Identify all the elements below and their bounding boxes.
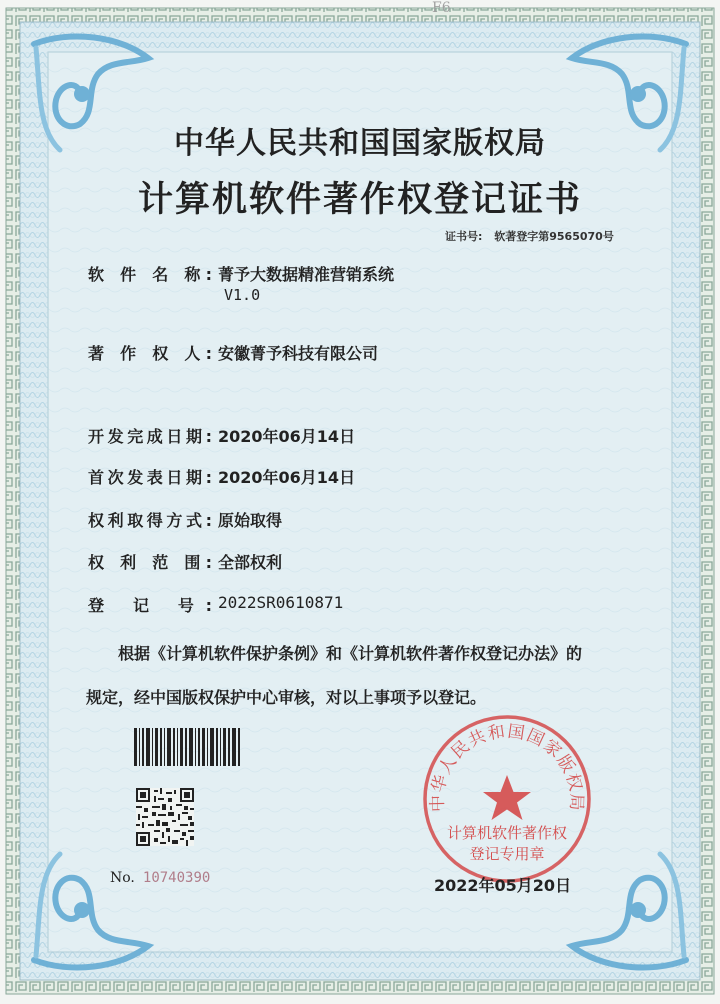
field-value: 安徽菁予科技有限公司 (218, 344, 379, 363)
field-first-publish-date (88, 465, 355, 488)
field-software-name (88, 262, 394, 304)
serial-value: 10740390 (142, 870, 211, 886)
field-label: 著 作 权 人: (88, 344, 212, 363)
field-registration-no (88, 593, 343, 616)
handwritten-mark: F6 (432, 0, 451, 16)
field-value: 菁予大数据精准营销系统 (218, 265, 395, 284)
issuer-title: 中华人民共和国国家版权局 (174, 126, 546, 161)
seal-line-1: 计算机软件著作权 (446, 824, 567, 842)
serial-label: No. (110, 870, 135, 886)
seal-line-2: 登记专用章 (469, 845, 545, 863)
field-value: 2022SR0610871 (218, 593, 344, 612)
seal-ring-text: 中华人民共和国国家版权局 (427, 721, 587, 813)
field-value: 2020年06月14日 (218, 427, 356, 446)
seal-star-icon (483, 775, 531, 820)
field-dev-completion-date (88, 424, 355, 447)
field-label: 登 记 号: (88, 596, 212, 615)
field-label: 开发完成日期: (88, 427, 212, 446)
certificate-number-label: 证书号: (445, 230, 483, 243)
certificate-number (445, 228, 614, 244)
certificate-number-value: 软著登字第9565070号 (494, 230, 614, 243)
field-value: 2020年06月14日 (218, 468, 356, 487)
certificate-title: 计算机软件著作权登记证书 (137, 179, 582, 220)
qr-code (136, 788, 194, 846)
field-label: 首次发表日期: (88, 468, 212, 487)
body-text-line-2: 规定，经中国版权保护中心审核，对以上事项予以登记。 (86, 688, 487, 707)
field-value: 原始取得 (218, 511, 283, 530)
field-acquisition-method (88, 508, 282, 531)
barcode (134, 728, 242, 766)
serial-number (110, 870, 210, 886)
issue-date: 2022年05月20日 (434, 876, 572, 895)
field-copyright-owner (88, 341, 378, 364)
field-rights-scope (88, 550, 282, 573)
field-value-version: V1.0 (224, 286, 261, 304)
body-text-line-1: 根据《计算机软件保护条例》和《计算机软件著作权登记办法》的 (118, 644, 583, 663)
field-value: 全部权利 (218, 553, 283, 572)
field-label: 软 件 名 称: (88, 265, 212, 284)
field-label: 权利取得方式: (88, 511, 212, 530)
field-label: 权 利 范 围: (88, 553, 212, 572)
